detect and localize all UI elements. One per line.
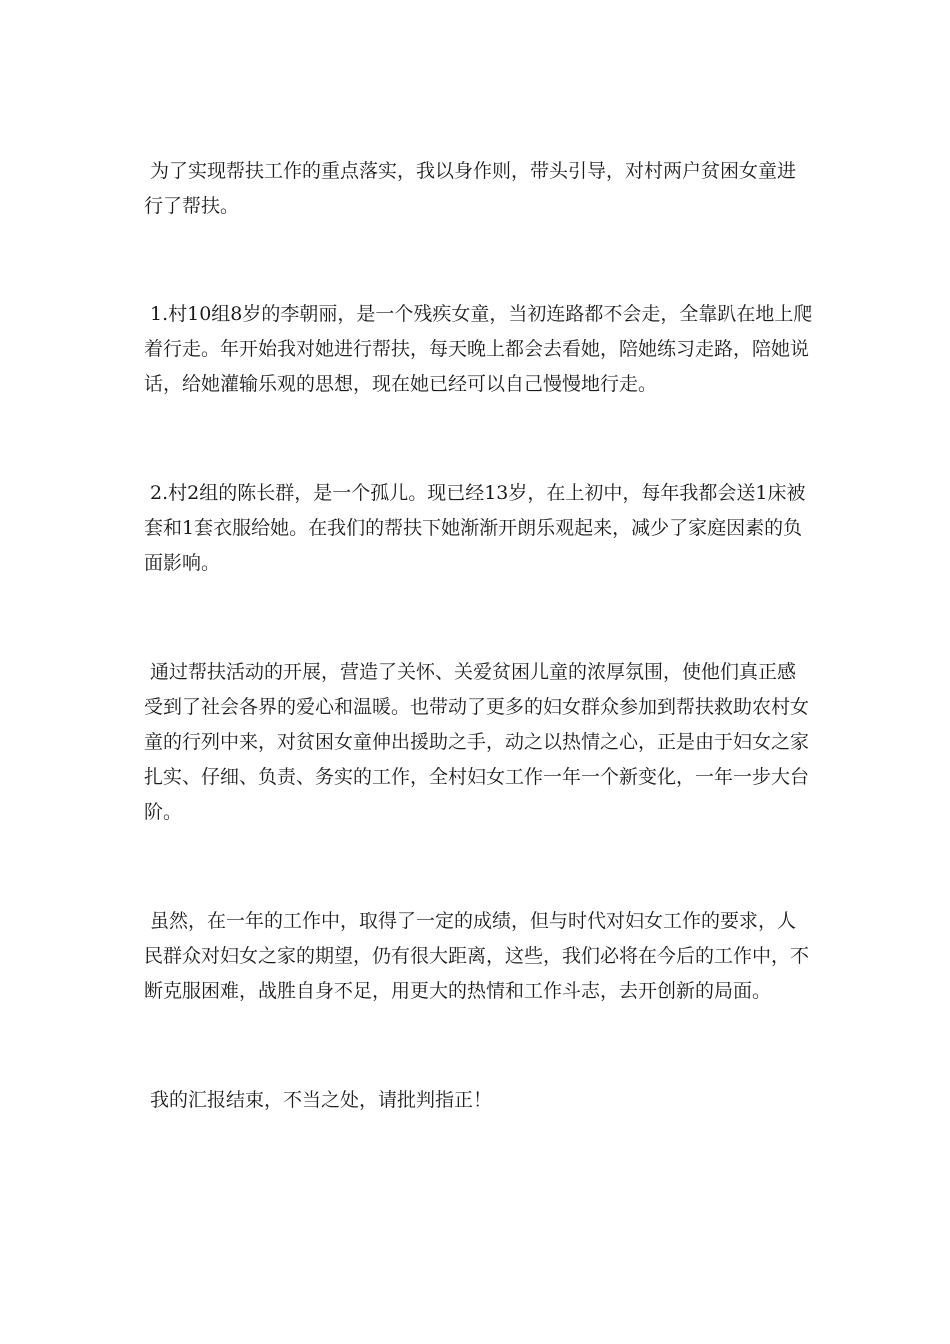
paragraph-case-2: 2.村2组的陈长群，是一个孤儿。现已经13岁，在上初中，每年我都会送1床被套和1套衣服给她。在我们的帮扶下她渐渐开朗乐观起来，减少了家庭因素的负面影响。 (144, 482, 806, 574)
paragraph-outcome: 通过帮扶活动的开展，营造了关怀、关爱贫困儿童的浓厚氛围，使他们真正感受到了社会各界的爱心和温暖。也带动了更多的妇女群众参加到帮扶救助农村女童的行列中来，对贫困女童伸出援助之手，动之以热情之心，正是由于妇女之家扎实、仔细、负责、务实的工作，全村妇女工作一年一个新变化，一年一步大台阶。 (144, 661, 810, 823)
paragraph-reflection: 虽然，在一年的工作中，取得了一定的成绩，但与时代对妇女工作的要求，人民群众对妇女之家的期望，仍有很大距离，这些，我们必将在今后的工作中，不断克服困难，战胜自身不足，用更大的热情和工作斗志，去开创新的局面。 (144, 910, 810, 1002)
paragraph-case-1: 1.村10组8岁的李朝丽，是一个残疾女童，当初连路都不会走，全靠趴在地上爬着行走。年开始我对她进行帮扶，每天晚上都会去看她，陪她练习走路，陪她说话，给她灌输乐观的思想，现在她已经可以自己慢慢地行走。 (144, 303, 813, 395)
paragraph-intro: 为了实现帮扶工作的重点落实，我以身作则，带头引导，对村两户贫困女童进行了帮扶。 (144, 160, 797, 217)
paragraph-closing: 我的汇报结束，不当之处，请批判指正！ (150, 1089, 493, 1111)
